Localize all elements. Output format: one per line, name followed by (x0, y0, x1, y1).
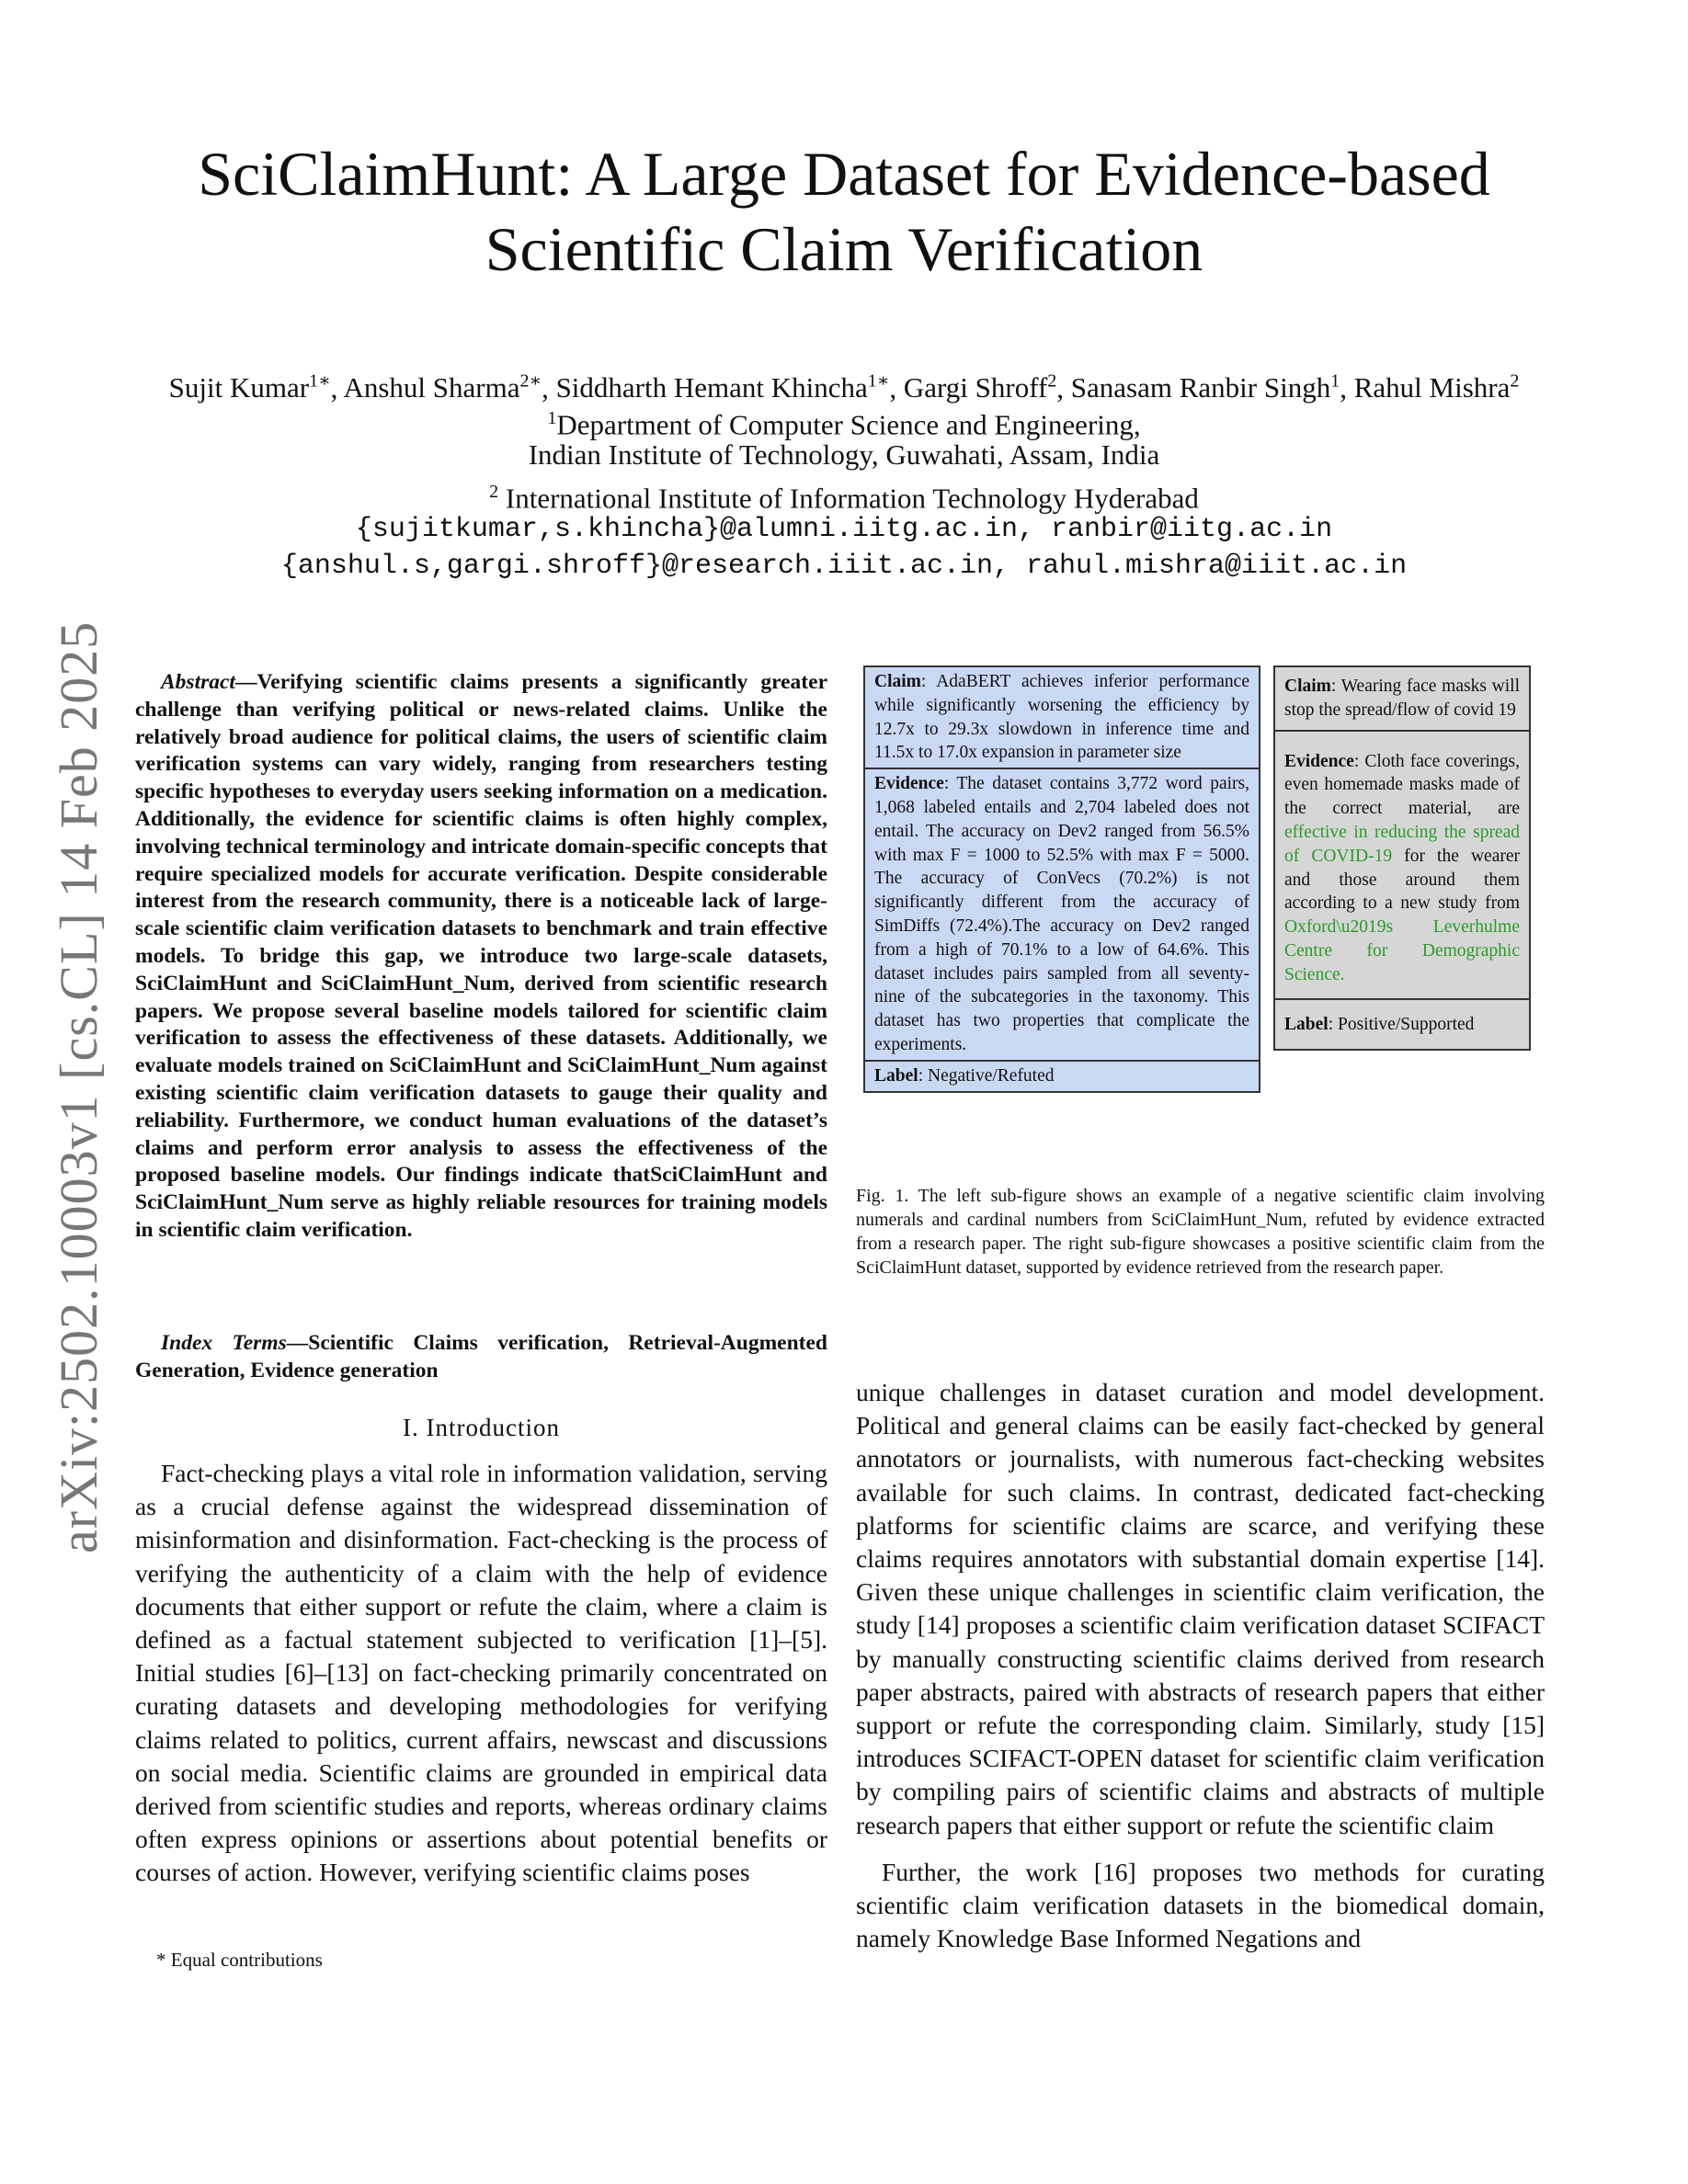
paper-title (0, 136, 1688, 287)
evidence-highlight-1: effective in reducing the spread of COVID-19 (1284, 822, 1520, 866)
email-line-1: {sujitkumar,s.khincha}@alumni.iitg.ac.in, ranbir@iitg.ac.in (355, 514, 1333, 545)
affiliation-2: $^2$ International Institute of Information Technology Hyderabad (489, 482, 1199, 515)
author-list: Sujit Kumar$^{1∗}$, Anshul Sharma$^{2∗}$, Siddharth Hemant Khincha$^{1∗}$, Gargi Shroff$^2$, Sanasam Ranbir Singh$^1$, Rahul Mishra$^2$ (168, 371, 1520, 404)
abstract (135, 669, 827, 1245)
footnote: * Equal contributions (156, 1949, 323, 1971)
author: Sujit Kumar$^{1∗}$ (168, 371, 331, 404)
figure-left-panel (863, 665, 1260, 1093)
author: Gargi Shroff$^2$ (903, 371, 1057, 404)
right-label: Label: Positive/Supported (1275, 998, 1529, 1050)
intro-paragraph-left: Fact-checking plays a vital role in information validation, serving as a crucial defense against the widespread dissemination of misinformation and disinformation. Fact-checking is the process of verifying the authenticity of a claim with the help of evidence documents that either support or refute the claim, where a claim is defined as a factual statement subjected to verification [1]–[5]. Initial studies [6]–[13] on fact-checking primarily concentrated on curating datasets and developing methodologies for verifying claims related to politics, current affairs, newscast and discussions on social media. Scientific claims are grounded in empirical data derived from scientific studies and reports, whereas ordinary claims often express opinions or assertions about potential benefits or courses of action. However, verifying scientific claims poses (135, 1459, 827, 1887)
abstract-text: —Verifying scientific claims presents a significantly greater challenge than verifying political or news-related claims. Unlike the relatively broad audience for political claims, the users of scientific claim verification systems can vary widely, ranging from researchers testing specific hypotheses to everyday users seeking information on a medication. Additionally, the evidence for scientific claims is often highly complex, involving technical terminology and intricate domain-specific concepts that require specialized models for accurate verification. Despite considerable interest from the research community, there is a noticeable lack of large-scale scientific claim verification datasets to benchmark and train effective models. To bridge this gap, we introduce two large-scale datasets, SciClaimHunt and SciClaimHunt_Num, derived from scientific research papers. We propose several baseline models tailored for scientific claim verification to assess the effectiveness of these datasets. Additionally, we evaluate models trained on SciClaimHunt and SciClaimHunt_Num against existing scientific claim verification datasets to gauge their quality and reliability. Furthermore, we conduct human evaluations of the dataset’s claims and perform error analysis to assess the effectiveness of the proposed baseline models. Our findings indicate thatSciClaimHunt and SciClaimHunt_Num serve as highly reliable resources for training models in scientific claim verification. (135, 670, 827, 1242)
intro-paragraph-right-1: unique challenges in dataset curation and model development. Political and general claims can be easily fact-checked by general annotators or journalists, with numerous fact-checking websites available for such claims. In contrast, dedicated fact-checking platforms for scientific claims are scarce, and verifying these claims requires annotators with substantial domain expertise [14]. Given these unique challenges in scientific claim verification, the study [14] proposes a scientific claim verification dataset SCIFACT by manually constructing scientific claims derived from research paper abstracts, paired with abstracts of research papers that either support or refute the corresponding claim. Similarly, study [15] introduces SCIFACT-OPEN dataset for scientific claim verification by compiling pairs of scientific claims and abstracts of multiple research papers that either support or refute the scientific claim (856, 1378, 1545, 1839)
evidence-highlight-2: Oxford\u2019s Leverhulme Centre for Demographic Science. (1284, 917, 1520, 984)
left-evidence: Evidence: The dataset contains 3,772 word pairs, 1,068 labeled entails and 2,704 labeled does not entail. The accuracy on Dev2 ranged from 56.5% with max F = 1000 to 52.5% with max F = 5000. The accuracy of ConVecs (70.2%) is not significantly different from the accuracy of SimDiffs (72.4%).The accuracy on Dev2 ranged from a high of 70.1% to a low of 64.6%. This dataset includes pairs sampled from all seventy-nine of the subcategories in the taxonomy. This dataset has two properties that complicate the experiments. (865, 768, 1259, 1060)
index-terms-text: —Scientific Claims verification, Retrieval-Augmented Generation, Evidence generation (135, 1331, 828, 1382)
figure-right-panel (1273, 665, 1531, 1051)
author: Siddharth Hemant Khincha$^{1∗}$ (555, 371, 890, 404)
affiliation-1-line-2: Indian Institute of Technology, Guwahati, Assam, India (528, 438, 1160, 471)
section-heading: I. Introduction (403, 1414, 560, 1441)
affiliation-1: $^1$Department of Computer Science and Engineering, (547, 408, 1141, 441)
right-evidence: Evidence: Cloth face coverings, even homemade masks made of the correct material, are effective in reducing the spread of COVID-19 for the wearer and those around them according to a new study from Oxford\u2019s Leverhulme Centre for Demographic Science. (1275, 730, 1529, 998)
arxiv-stamp: arXiv:2502.10003v1 [cs.CL] 14 Feb 2025 (49, 620, 108, 1553)
figure-caption: Fig. 1. The left sub-figure shows an example of a negative scientific claim involving numerals and cardinal numbers from SciClaimHunt_Num, refuted by evidence extracted from a research paper. The right sub-figure showcases a positive scientific claim from the SciClaimHunt dataset, supported by evidence retrieved from the research paper. (856, 1186, 1545, 1278)
index-terms-label: Index Terms (161, 1331, 287, 1355)
title-line-1: SciClaimHunt: A Large Dataset for Evidence-based (198, 139, 1490, 209)
right-claim: Claim: Wearing face masks will stop the spread/flow of covid 19 (1284, 677, 1520, 720)
intro-paragraph-right-2: Further, the work [16] proposes two methods for curating scientific claim verification datasets in the biomedical domain, namely Knowledge Base Informed Negations and (856, 1858, 1545, 1953)
left-claim: Claim: AdaBERT achieves inferior performance while significantly worsening the efficiency by 12.7x to 29.3x slowdown in inference time and 11.5x to 17.0x expansion in parameter size (874, 672, 1249, 763)
abstract-label: Abstract (161, 670, 235, 694)
title-line-2: Scientific Claim Verification (485, 214, 1203, 284)
author: Rahul Mishra$^2$ (1353, 371, 1520, 404)
author: Sanasam Ranbir Singh$^1$ (1070, 371, 1340, 404)
index-terms (135, 1330, 827, 1385)
email-line-2: {anshul.s,gargi.shroff}@research.iiit.ac.in, rahul.mishra@iiit.ac.in (280, 551, 1408, 582)
author: Anshul Sharma$^{2∗}$ (343, 371, 542, 404)
left-label: Label: Negative/Refuted (865, 1060, 1259, 1091)
